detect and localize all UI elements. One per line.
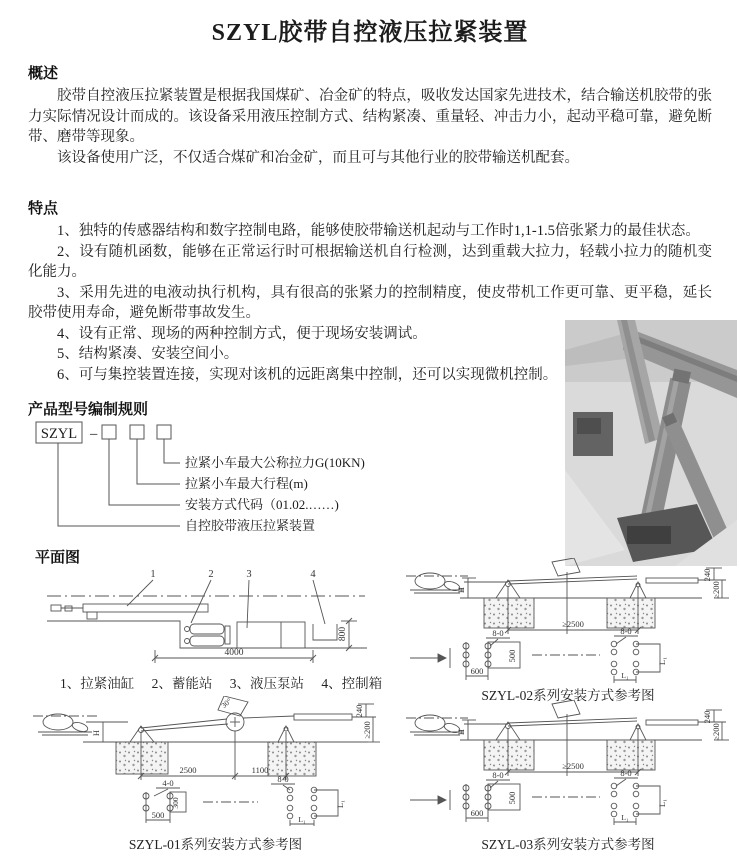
feature-item: 4、设有正常、现场的两种控制方式，便于现场安装调试。 bbox=[57, 325, 427, 342]
dim-l1: L₁ bbox=[657, 798, 667, 808]
diagram01-bolts bbox=[143, 787, 317, 819]
diagram-szyl03-caption: SZYL-03系列安装方式参考图 bbox=[481, 837, 655, 852]
bolt-right-label: 8-0 bbox=[620, 768, 632, 778]
diagram02-bolts bbox=[463, 641, 639, 675]
model-label-stroke: 拉紧小车最大行程(m) bbox=[185, 476, 308, 491]
feature-item: 2、设有随机函数，能够在正常运行时可根据输送机自行检测，达到重载大拉力，轻载小拉力的随机变化能力。 bbox=[28, 243, 712, 280]
dim-240: 240 bbox=[702, 710, 712, 724]
model-label-device: 自控胶带液压拉紧装置 bbox=[185, 518, 316, 533]
dim-200: ≥200 bbox=[362, 721, 372, 739]
dim-span2: 1100 bbox=[251, 765, 269, 775]
bolt-right-label: 8-0 bbox=[277, 774, 289, 784]
feature-item: 5、结构紧凑、安装空间小。 bbox=[57, 346, 239, 362]
diagram-szyl01-caption: SZYL-01系列安装方式参考图 bbox=[128, 837, 303, 852]
plan-drawing bbox=[35, 566, 395, 670]
bolt-left-label: 8-0 bbox=[492, 770, 504, 780]
diagram01-lines bbox=[33, 696, 380, 826]
model-label-install: 安装方式代码（01.02.……) bbox=[185, 497, 339, 512]
model-prefix: SZYL bbox=[40, 426, 78, 442]
legend-item: 3、液压泵站 bbox=[229, 676, 304, 691]
model-rule-diagram bbox=[28, 416, 458, 544]
dim-600: 600 bbox=[470, 808, 484, 818]
model-separator: – bbox=[90, 426, 98, 442]
dim-h: H bbox=[456, 728, 466, 736]
plan-legend bbox=[60, 672, 396, 692]
dim-l1: L₁ bbox=[657, 656, 667, 666]
dim-240: 240 bbox=[702, 568, 712, 582]
overview-section bbox=[28, 62, 712, 168]
diagram-szyl01 bbox=[28, 696, 403, 828]
dim-span1: 2500 bbox=[179, 765, 197, 775]
product-photo bbox=[565, 320, 737, 566]
bolt-left-label: 4-0 bbox=[162, 778, 174, 788]
plan-callout-2: 2 bbox=[208, 569, 214, 580]
overview-heading: 概述 bbox=[28, 65, 59, 82]
feature-item: 1、独特的传感器结构和数字控制电路，能够使胶带输送机起动与工作时1,1-1.5倍张紧力的最佳状态。 bbox=[57, 223, 700, 239]
dim-200: ≥200 bbox=[711, 723, 721, 741]
dim-500: 500 bbox=[507, 791, 517, 805]
plan-dim-width: 800 bbox=[338, 626, 348, 642]
dim-l1-bottom: L₁ bbox=[621, 671, 629, 680]
dim-240: 240 bbox=[354, 704, 364, 718]
dim-l1-bottom: L₁ bbox=[298, 815, 306, 824]
dim-300: 300 bbox=[171, 797, 180, 809]
plan-heading: 平面图 bbox=[35, 549, 81, 566]
diagram-szyl02 bbox=[402, 558, 734, 684]
dim-h: H bbox=[91, 729, 101, 737]
dim-200: ≥200 bbox=[711, 581, 721, 599]
dim-500: 500 bbox=[151, 810, 165, 820]
plan-callout-4: 4 bbox=[310, 569, 316, 580]
diagram-szyl03 bbox=[402, 700, 734, 826]
dim-600: 600 bbox=[470, 666, 484, 676]
page-title: SZYL胶带自控液压拉紧装置 bbox=[211, 20, 529, 46]
model-rule-heading: 产品型号编制规则 bbox=[28, 401, 149, 418]
plan-callout-1: 1 bbox=[150, 569, 156, 580]
dim-span: ≥2500 bbox=[562, 761, 584, 771]
features-heading: 特点 bbox=[28, 200, 59, 217]
plan-callout-3: 3 bbox=[246, 569, 252, 580]
dim-l1: L₁ bbox=[335, 799, 345, 809]
diagram03-bolts bbox=[463, 783, 639, 817]
feature-item: 6、可与集控装置连接，实现对该机的远距离集中控制，还可以实现微机控制。 bbox=[57, 366, 558, 383]
legend-item: 2、蓄能站 bbox=[151, 676, 213, 691]
dim-500: 500 bbox=[507, 649, 517, 663]
plan-lines bbox=[47, 580, 367, 663]
bolt-right-label: 8-0 bbox=[620, 626, 632, 636]
plan-dim-length: 4000 bbox=[224, 648, 244, 658]
overview-paragraph-2: 该设备使用广泛，不仅适合煤矿和冶金矿，而且可与其他行业的胶带输送机配套。 bbox=[57, 149, 579, 166]
bolt-left-label: 8-0 bbox=[492, 628, 504, 638]
feature-item: 3、采用先进的电液动执行机构，具有很高的张紧力的控制精度，使皮带机工作更可靠、更平稳，延长胶带使用寿命，避免断带事故发生。 bbox=[28, 284, 712, 321]
dim-angle: 30° bbox=[219, 696, 234, 710]
diagram-szyl02-caption: SZYL-02系列安装方式参考图 bbox=[481, 688, 655, 703]
model-label-pull: 拉紧小车最大公称拉力G(10KN) bbox=[185, 455, 365, 470]
legend-item: 4、控制箱 bbox=[321, 676, 383, 691]
overview-paragraph-1: 胶带自控液压拉紧装置是根据我国煤矿、冶金矿的特点，吸收发达国家先进技术，结合输送机胶带的张力实际情况设计而成的。该设备采用液压控制方式、结构紧凑、重量轻、冲击力小，起动平稳可靠，避免断带、磨带等现象。 bbox=[28, 88, 712, 145]
dim-span: ≥2500 bbox=[562, 619, 584, 629]
dim-h: H bbox=[456, 586, 466, 594]
legend-item: 1、拉紧油缸 bbox=[60, 676, 135, 691]
dim-l1-bottom: L₁ bbox=[621, 813, 629, 822]
